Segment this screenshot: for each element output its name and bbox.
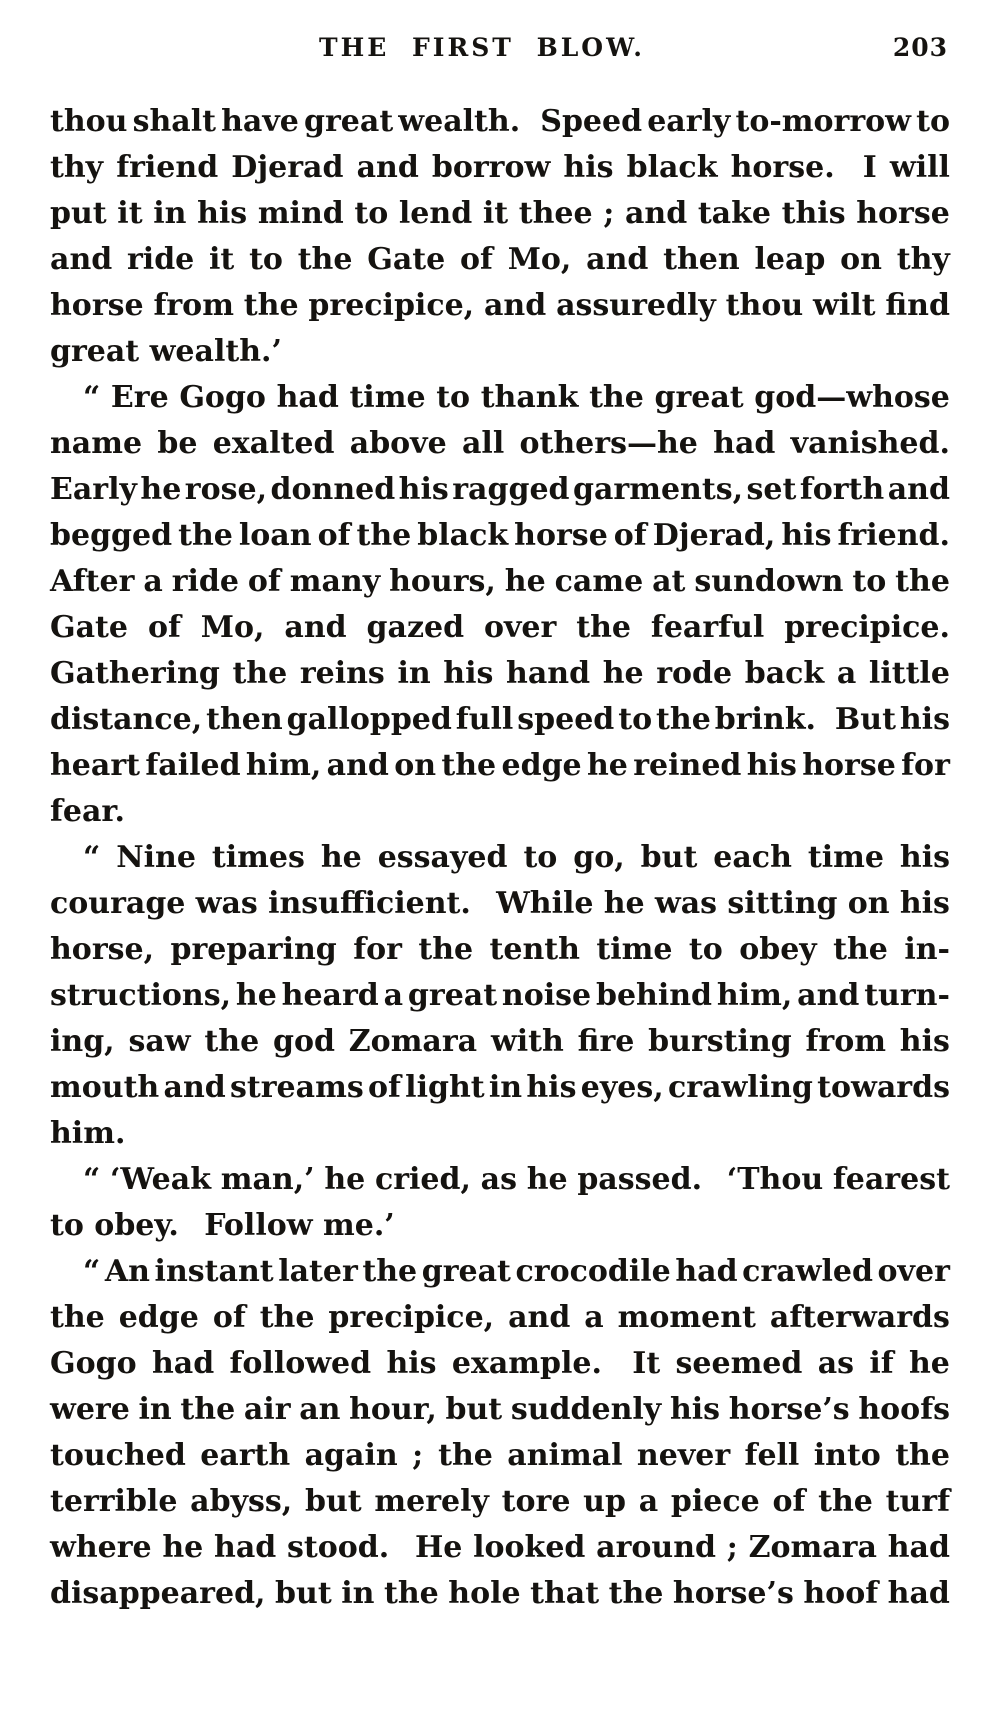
text-line: distance, then gallopped full speed to the brink. But his	[50, 702, 950, 737]
book-page	[0, 33, 1000, 1732]
running-title: THE FIRST BLOW.	[319, 33, 645, 62]
text-line: fear.	[50, 794, 125, 829]
text-line: “ An instant later the great crocodile had crawled over	[83, 1254, 950, 1289]
text-line: disappeared, but in the hole that the horse’s hoof had	[50, 1576, 950, 1611]
text-line: “ Nine times he essayed to go, but each time his	[83, 840, 950, 875]
text-line: Early he rose, donned his ragged garments, set forth and	[50, 472, 950, 507]
text-line: horse from the precipice, and assuredly thou wilt find	[50, 288, 950, 323]
page-header	[50, 33, 948, 63]
text-line: heart failed him, and on the edge he reined his horse for	[50, 748, 950, 783]
text-line: ing, saw the god Zomara with fire bursting from his	[50, 1024, 950, 1059]
paragraph	[50, 1249, 950, 1617]
text-line: begged the loan of the black horse of Djerad, his friend.	[50, 518, 950, 553]
text-line: where he had stood. He looked around ; Zomara had	[50, 1530, 950, 1565]
text-line: thou shalt have great wealth. Speed early to-morrow to	[50, 104, 950, 139]
text-line: him.	[50, 1116, 126, 1151]
text-line: Gathering the reins in his hand he rode back a little	[50, 656, 950, 691]
text-line: After a ride of many hours, he came at sundown to the	[50, 564, 950, 599]
paragraph	[50, 99, 950, 375]
text-line: the edge of the precipice, and a moment afterwards	[50, 1300, 950, 1335]
text-line: Gogo had followed his example. It seemed as if he	[50, 1346, 950, 1381]
text-line: thy friend Djerad and borrow his black horse. I will	[50, 150, 950, 185]
text-line: structions, he heard a great noise behind him, and turn-	[50, 978, 950, 1013]
page-text	[50, 99, 950, 1617]
page-number: 203	[892, 33, 948, 62]
paragraph	[50, 835, 950, 1157]
text-line: terrible abyss, but merely tore up a piece of the turf	[50, 1484, 950, 1519]
paragraph	[50, 375, 950, 835]
text-line: Gate of Mo, and gazed over the fearful precipice.	[50, 610, 950, 645]
text-line: mouth and streams of light in his eyes, crawling towards	[50, 1070, 950, 1105]
paragraph	[50, 1157, 950, 1249]
text-line: “ ‘Weak man,’ he cried, as he passed. ‘Thou fearest	[83, 1162, 950, 1197]
text-line: put it in his mind to lend it thee ; and take this horse	[50, 196, 950, 231]
text-line: were in the air an hour, but suddenly his horse’s hoofs	[50, 1392, 950, 1427]
text-line: name be exalted above all others—he had vanished.	[50, 426, 950, 461]
text-line: touched earth again ; the animal never fell into the	[50, 1438, 950, 1473]
text-line: to obey. Follow me.’	[50, 1208, 395, 1243]
text-line: “ Ere Gogo had time to thank the great god—whose	[83, 380, 950, 415]
text-line: and ride it to the Gate of Mo, and then leap on thy	[50, 242, 950, 277]
text-line: courage was insufficient. While he was sitting on his	[50, 886, 950, 921]
text-line: horse, preparing for the tenth time to obey the in-	[50, 932, 950, 967]
text-line: great wealth.’	[50, 334, 282, 369]
